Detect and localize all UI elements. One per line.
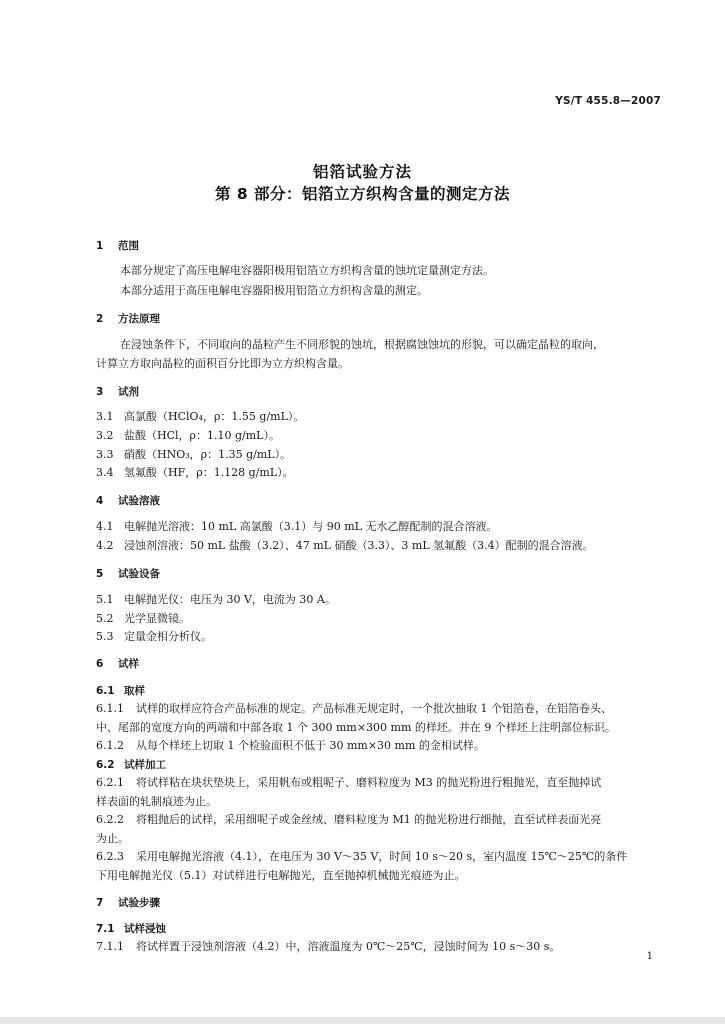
section-number: 4 (96, 495, 104, 507)
item-text: 氢氟酸（HF，ρ：1.128 g/mL）。 (124, 466, 294, 479)
item-text: 盐酸（HCl，ρ：1.10 g/mL）。 (124, 429, 280, 442)
item-text: 硝酸（HNO₃，ρ：1.35 g/mL）。 (124, 448, 292, 461)
paragraph (96, 739, 666, 753)
subsection-title: 试样浸蚀 (124, 923, 166, 935)
section-title: 方法原理 (118, 313, 160, 325)
section-5-heading (96, 567, 666, 581)
clause-text: 将试样置于浸蚀剂溶液（4.2）中，溶液温度为 0℃～25℃，浸蚀时间为 10 s～30 s。 (136, 940, 561, 953)
paragraph (96, 940, 666, 954)
section-2-heading (96, 312, 666, 326)
section-title: 试验溶液 (118, 495, 160, 507)
section-1-heading (96, 239, 666, 253)
list-item (96, 520, 666, 534)
paragraph-continuation: 下用电解抛光仪（5.1）对试样进行电解抛光，直至抛掉机械抛光痕迹为止。 (96, 869, 466, 882)
subsection-title: 取样 (124, 685, 145, 697)
list-item (96, 593, 666, 607)
item-number: 3.1 (96, 410, 114, 423)
clause-number: 6.2.3 (96, 850, 124, 863)
list-item (96, 630, 666, 644)
item-number: 4.1 (96, 520, 114, 533)
document-title: 铝箔试验方法 (312, 163, 412, 181)
document-subtitle: 第 8 部分：铝箔立方织构含量的测定方法 (214, 185, 511, 203)
paragraph: 在浸蚀条件下，不同取向的晶粒产生不同形貌的蚀坑，根据腐蚀蚀坑的形貌，可以确定晶粒的取向， (120, 338, 604, 351)
list-item (96, 410, 666, 424)
paragraph-continuation: 为止。 (96, 832, 129, 845)
item-text: 电解抛光仪：电压为 30 V，电流为 30 A。 (124, 593, 336, 606)
page-number: 1 (646, 951, 653, 962)
paragraph-continuation: 中、尾部的宽度方向的两端和中部各取 1 个 300 mm×300 mm 的样坯。并在 9 个样坯上注明部位标识。 (96, 721, 616, 734)
paragraph: 计算立方取向晶粒的面积百分比即为立方织构含量。 (96, 357, 349, 370)
item-number: 3.3 (96, 448, 114, 461)
item-number: 3.4 (96, 466, 114, 479)
clause-number: 6.2.2 (96, 813, 124, 826)
list-item (96, 539, 666, 553)
section-title: 范围 (118, 240, 139, 252)
subsection-heading (96, 922, 666, 936)
clause-text: 试样的取样应符合产品标准的规定。产品标准无规定时，一个批次抽取 1 个铝箔卷，在铝箔卷头、 (136, 702, 612, 715)
paragraph (96, 850, 666, 864)
section-number: 6 (96, 658, 104, 670)
clause-text: 采用电解抛光溶液（4.1），在电压为 30 V～35 V，时间 10 s～20 s，室内温度 15℃～25℃的条件 (136, 850, 628, 863)
standard-code: YS/T 455.8—2007 (555, 95, 661, 107)
item-text: 电解抛光溶液：10 mL 高氯酸（3.1）与 90 mL 无水乙醇配制的混合溶液。 (124, 520, 498, 533)
scan-edge-band (0, 1017, 725, 1024)
paragraph: 本部分规定了高压电解电容器阳极用铝箔立方织构含量的蚀坑定量测定方法。 (120, 264, 494, 277)
section-number: 1 (96, 240, 104, 252)
section-number: 2 (96, 313, 104, 325)
paragraph (96, 776, 666, 790)
subsection-title: 试样加工 (124, 759, 166, 771)
paragraph (96, 813, 666, 827)
clause-text: 将试样粘在块状垫块上，采用帆布或粗呢子、磨料粒度为 M3 的抛光粉进行粗抛光，直至抛掉试 (136, 776, 602, 789)
section-4-heading (96, 494, 666, 508)
paragraph (96, 702, 666, 716)
item-number: 5.3 (96, 630, 114, 643)
item-text: 定量金相分析仪。 (124, 630, 212, 643)
list-item (96, 429, 666, 443)
list-item (96, 612, 666, 626)
section-title: 试样 (118, 658, 139, 670)
subsection-number: 6.2 (96, 759, 115, 771)
item-text: 浸蚀剂溶液：50 mL 盐酸（3.2）、47 mL 硝酸（3.3）、3 mL 氢氟酸（3.4）配制的混合溶液。 (124, 539, 594, 552)
item-number: 5.1 (96, 593, 114, 606)
subsection-number: 6.1 (96, 685, 115, 697)
section-6-heading (96, 657, 666, 671)
item-number: 4.2 (96, 539, 114, 552)
section-title: 试验步骤 (118, 897, 160, 909)
item-number: 3.2 (96, 429, 114, 442)
item-text: 光学显微镜。 (124, 612, 190, 625)
paragraph: 本部分适用于高压电解电容器阳极用铝箔立方织构含量的测定。 (120, 284, 428, 297)
clause-text: 将粗抛后的试样，采用细呢子或金丝绒、磨料粒度为 M1 的抛光粉进行细抛，直至试样表面光亮 (136, 813, 602, 826)
section-number: 5 (96, 568, 104, 580)
paragraph-continuation: 样表面的轧制痕迹为止。 (96, 795, 217, 808)
section-3-heading (96, 385, 666, 399)
section-number: 3 (96, 386, 104, 398)
clause-number: 6.1.2 (96, 739, 124, 752)
subsection-number: 7.1 (96, 923, 115, 935)
list-item (96, 448, 666, 462)
item-number: 5.2 (96, 612, 114, 625)
section-7-heading (96, 896, 666, 910)
clause-number: 7.1.1 (96, 940, 124, 953)
item-text: 高氯酸（HClO₄，ρ：1.55 g/mL）。 (124, 410, 305, 423)
section-number: 7 (96, 897, 104, 909)
clause-number: 6.1.1 (96, 702, 124, 715)
section-title: 试剂 (118, 386, 139, 398)
clause-text: 从每个样坯上切取 1 个检验面积不低于 30 mm×30 mm 的金相试样。 (136, 739, 485, 752)
subsection-heading (96, 758, 666, 772)
subsection-heading (96, 684, 666, 698)
section-title: 试验设备 (118, 568, 160, 580)
clause-number: 6.2.1 (96, 776, 124, 789)
list-item (96, 466, 666, 480)
